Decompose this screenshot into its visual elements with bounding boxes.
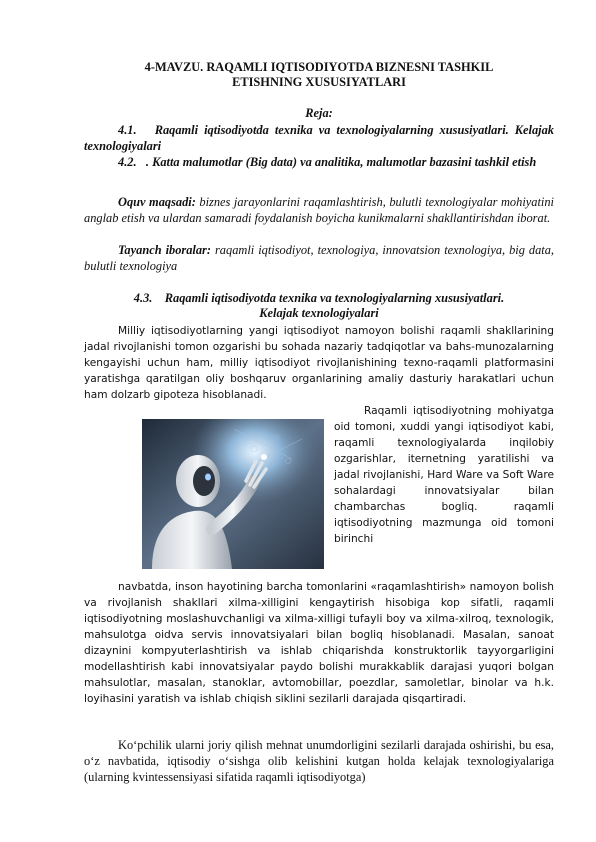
section-heading	[84, 291, 554, 321]
plan-item-2	[84, 154, 554, 170]
plan-item-1-number: 4.1.	[118, 123, 137, 137]
paragraph-2-continued	[84, 579, 554, 707]
paragraph-1-text: Milliy iqtisodiyotlarning yangi iqtisodiyot namoyon bolishi raqamli shakllarining jadal rivojlanishi tomon ozgarishi bu sohada nazariy tadqiqotlar va bahs-munozalarning kengayishi uchun ham, milliy iqtisodiyot rivojlanishining texno-raqamli platformasini yaratishga qaratilgan oliy boshqaruv organlarining amaliy dasturiy harakatlari uchun ham dolzarb gipoteza hisoblanadi.	[84, 325, 554, 401]
paragraph-2-continued-text: navbatda, inson hayotining barcha tomonlarini «raqamlashtirish» namoyon bolish va rivojlanish shakllari xilma-xilligini kengaytirish hisobiga kop sifatli, raqamli iqtisodiyotning moslashuvchanligi va xilma-xilligi tufayli boy va xilma-xilroq, texnologik, mahsulotga oidva servis innovatsiyalari bilan bogliq hisoblanadi. Masalan, sanoat dizaynini kompyuterlashtirish va ishlab chiqarishda konstruktorlik tayyorgarligini modellashtirish kabi innovatsiyalar paydo bolishi murakkablik darajasi yuqori bolgan mahsulotlar, masalan, stanoklar, avtomobillar, poezdlar, samoletlar, binolar va h.k. loyihasini yaratish va ishlab chiqish siklini sezilarli darajada qisqartiradi.	[84, 581, 554, 705]
plan-item-1	[84, 122, 554, 154]
keywords-text: raqamli iqtisodiyot, texnologiya, innovatsion texnologiya, big data, bulutli texnologiya	[84, 243, 554, 273]
plan-item-2-number: 4.2.	[118, 155, 137, 169]
page-title	[84, 60, 554, 90]
paragraph-3-text: Ko‘pchilik ularni joriy qilish mehnat unumdorligini sezilarli darajada oshirishi, bu esa, o‘z navbatida, iqtisodiy o‘sishga olib kelishini kutgan holda kelajak texnologiyalariga (ularning kvintessensiyasi sifatida raqamli iqtisodiyotga)	[84, 738, 554, 784]
section-number: 4.3.	[133, 291, 153, 305]
goal-text: biznes jarayonlarini raqamlashtirish, bulutli texnologiyalar mohiyatini anglab etish va ulardan samaradi foydalanish boyicha kunikmalarni shakllantirishdan iborat.	[84, 195, 554, 225]
paragraph-3	[84, 737, 554, 785]
paragraph-1	[84, 323, 554, 403]
section-title-line-1: Raqamli iqtisodiyotda texnika va texnologiyalarning xususiyatlari.	[164, 291, 505, 305]
title-line-2: ETISHNING XUSUSIYATLARI	[232, 75, 406, 89]
robot-hand-illustration-icon	[142, 419, 324, 569]
section-title-line-2: Kelajak texnologiyalari	[259, 306, 379, 320]
title-line-1: 4-MAVZU. RAQAMLI IQTISODIYOTDA BIZNESNI TASHKIL	[144, 60, 494, 74]
paragraph-2-side	[334, 403, 554, 547]
plan-heading: Reja:	[305, 106, 333, 120]
robot-figure	[142, 419, 324, 569]
plan-item-2-text: . Katta malumotlar (Big data) va analitika, malumotlar bazasini tashkil etish	[145, 155, 537, 169]
goal-label: Oquv maqsadi:	[118, 195, 196, 209]
paragraph-2-side-text: Raqamli iqtisodiyotning mohiyatga oid tomoni, xuddi yangi iqtisodiyot kabi, raqamli texnologiyalarda inqilobiy ozgarishlar, iternetning yaratilishi va jadal rivojlanishi, Hard Ware va Soft Ware sohalardagi innovatsiyalar bilan chambarchas bogliq. raqamli iqtisodiyotning mazmunga oid tomoni birinchi	[334, 405, 554, 545]
keywords-label: Tayanch iboralar:	[118, 243, 212, 257]
plan-item-1-text: Raqamli iqtisodiyotda texnika va texnologiyalarning xususiyatlari. Kelajak texnologiyalari	[84, 123, 555, 153]
learning-goal	[84, 194, 554, 226]
keywords	[84, 242, 554, 274]
